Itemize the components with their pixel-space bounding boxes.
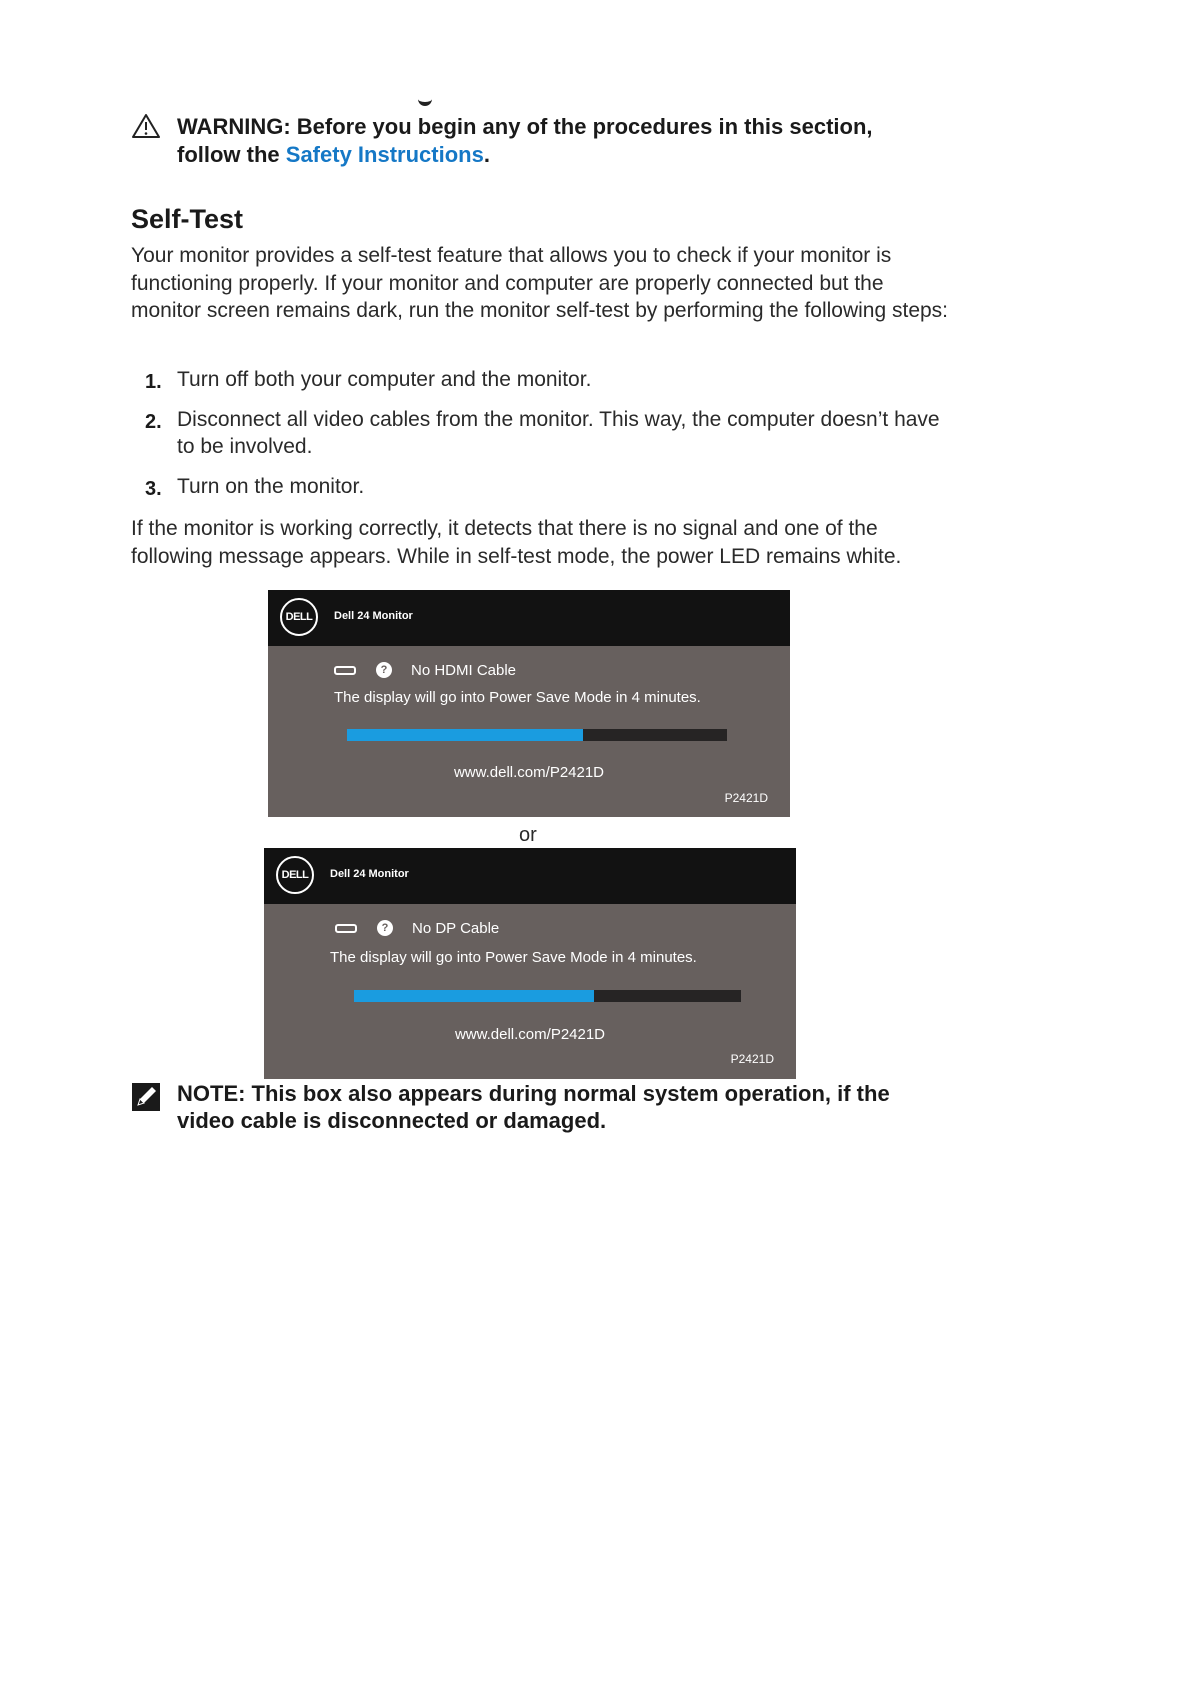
progress-track [347,729,727,741]
warning-notice [131,113,931,169]
dell-logo: DELL [280,598,318,636]
warning-triangle-icon [131,113,161,139]
safety-instructions-link[interactable]: Safety Instructions [285,142,484,167]
osd-power-save-message: The display will go into Power Save Mode in 4 minutes. [330,949,697,966]
osd-model-code: P2421D [724,791,768,805]
progress-track [354,990,741,1002]
hdmi-cable-icon [334,666,356,675]
section-title: Self-Test [131,204,244,234]
step-text: Turn on the monitor. [177,474,365,498]
osd-url: www.dell.com/P2421D [454,1026,606,1043]
dell-logo: DELL [276,856,314,894]
result-paragraph: If the monitor is working correctly, it detects that there is no signal and one of the following message appears. While in self-test mode, the power LED remains white. [131,517,902,568]
osd-model-code: P2421D [730,1052,774,1066]
step-item [131,473,951,501]
dp-cable-icon [335,924,357,933]
step-item [131,366,951,394]
osd-url: www.dell.com/P2421D [453,764,605,781]
progress-fill [354,990,594,1002]
osd-power-save-message: The display will go into Power Save Mode in 4 minutes. [334,689,701,706]
osd-status-row [334,660,516,680]
step-number: 1. [145,371,162,393]
osd-title: Dell 24 Monitor [334,610,413,622]
osd-header [264,848,796,904]
osd-message-hdmi [268,590,790,817]
progress-fill [347,729,583,741]
osd-header [268,590,790,646]
step-item [131,406,951,461]
step-number: 3. [145,477,162,500]
osd-title: Dell 24 Monitor [330,868,409,880]
osd-message-dp [264,848,796,1079]
steps-list [131,366,951,512]
question-icon: ? [376,662,392,678]
page-cutoff-glyph [418,96,432,106]
step-text: Disconnect all video cables from the monitor. This way, the computer doesn’t have to be involved. [177,407,940,458]
step-number: 2. [145,410,162,433]
note-pencil-icon [131,1082,161,1112]
osd-status: No DP Cable [412,919,500,937]
osd-status: No HDMI Cable [411,661,517,679]
or-separator: or [519,824,537,846]
question-icon: ? [377,920,393,936]
note-notice [131,1080,931,1134]
warning-text: WARNING: Before you begin any of the procedures in this section, follow the Safety Instructions. [177,114,873,167]
note-text: NOTE: This box also appears during normal system operation, if the video cable is disconnected or damaged. [177,1081,890,1133]
step-text: Turn off both your computer and the monitor. [177,368,592,391]
intro-paragraph: Your monitor provides a self-test feature that allows you to check if your monitor is functioning properly. If your monitor and computer are properly connected but the monitor screen remains dark, run the monitor self-test by performing the following steps: [131,244,949,322]
osd-status-row [335,918,499,938]
